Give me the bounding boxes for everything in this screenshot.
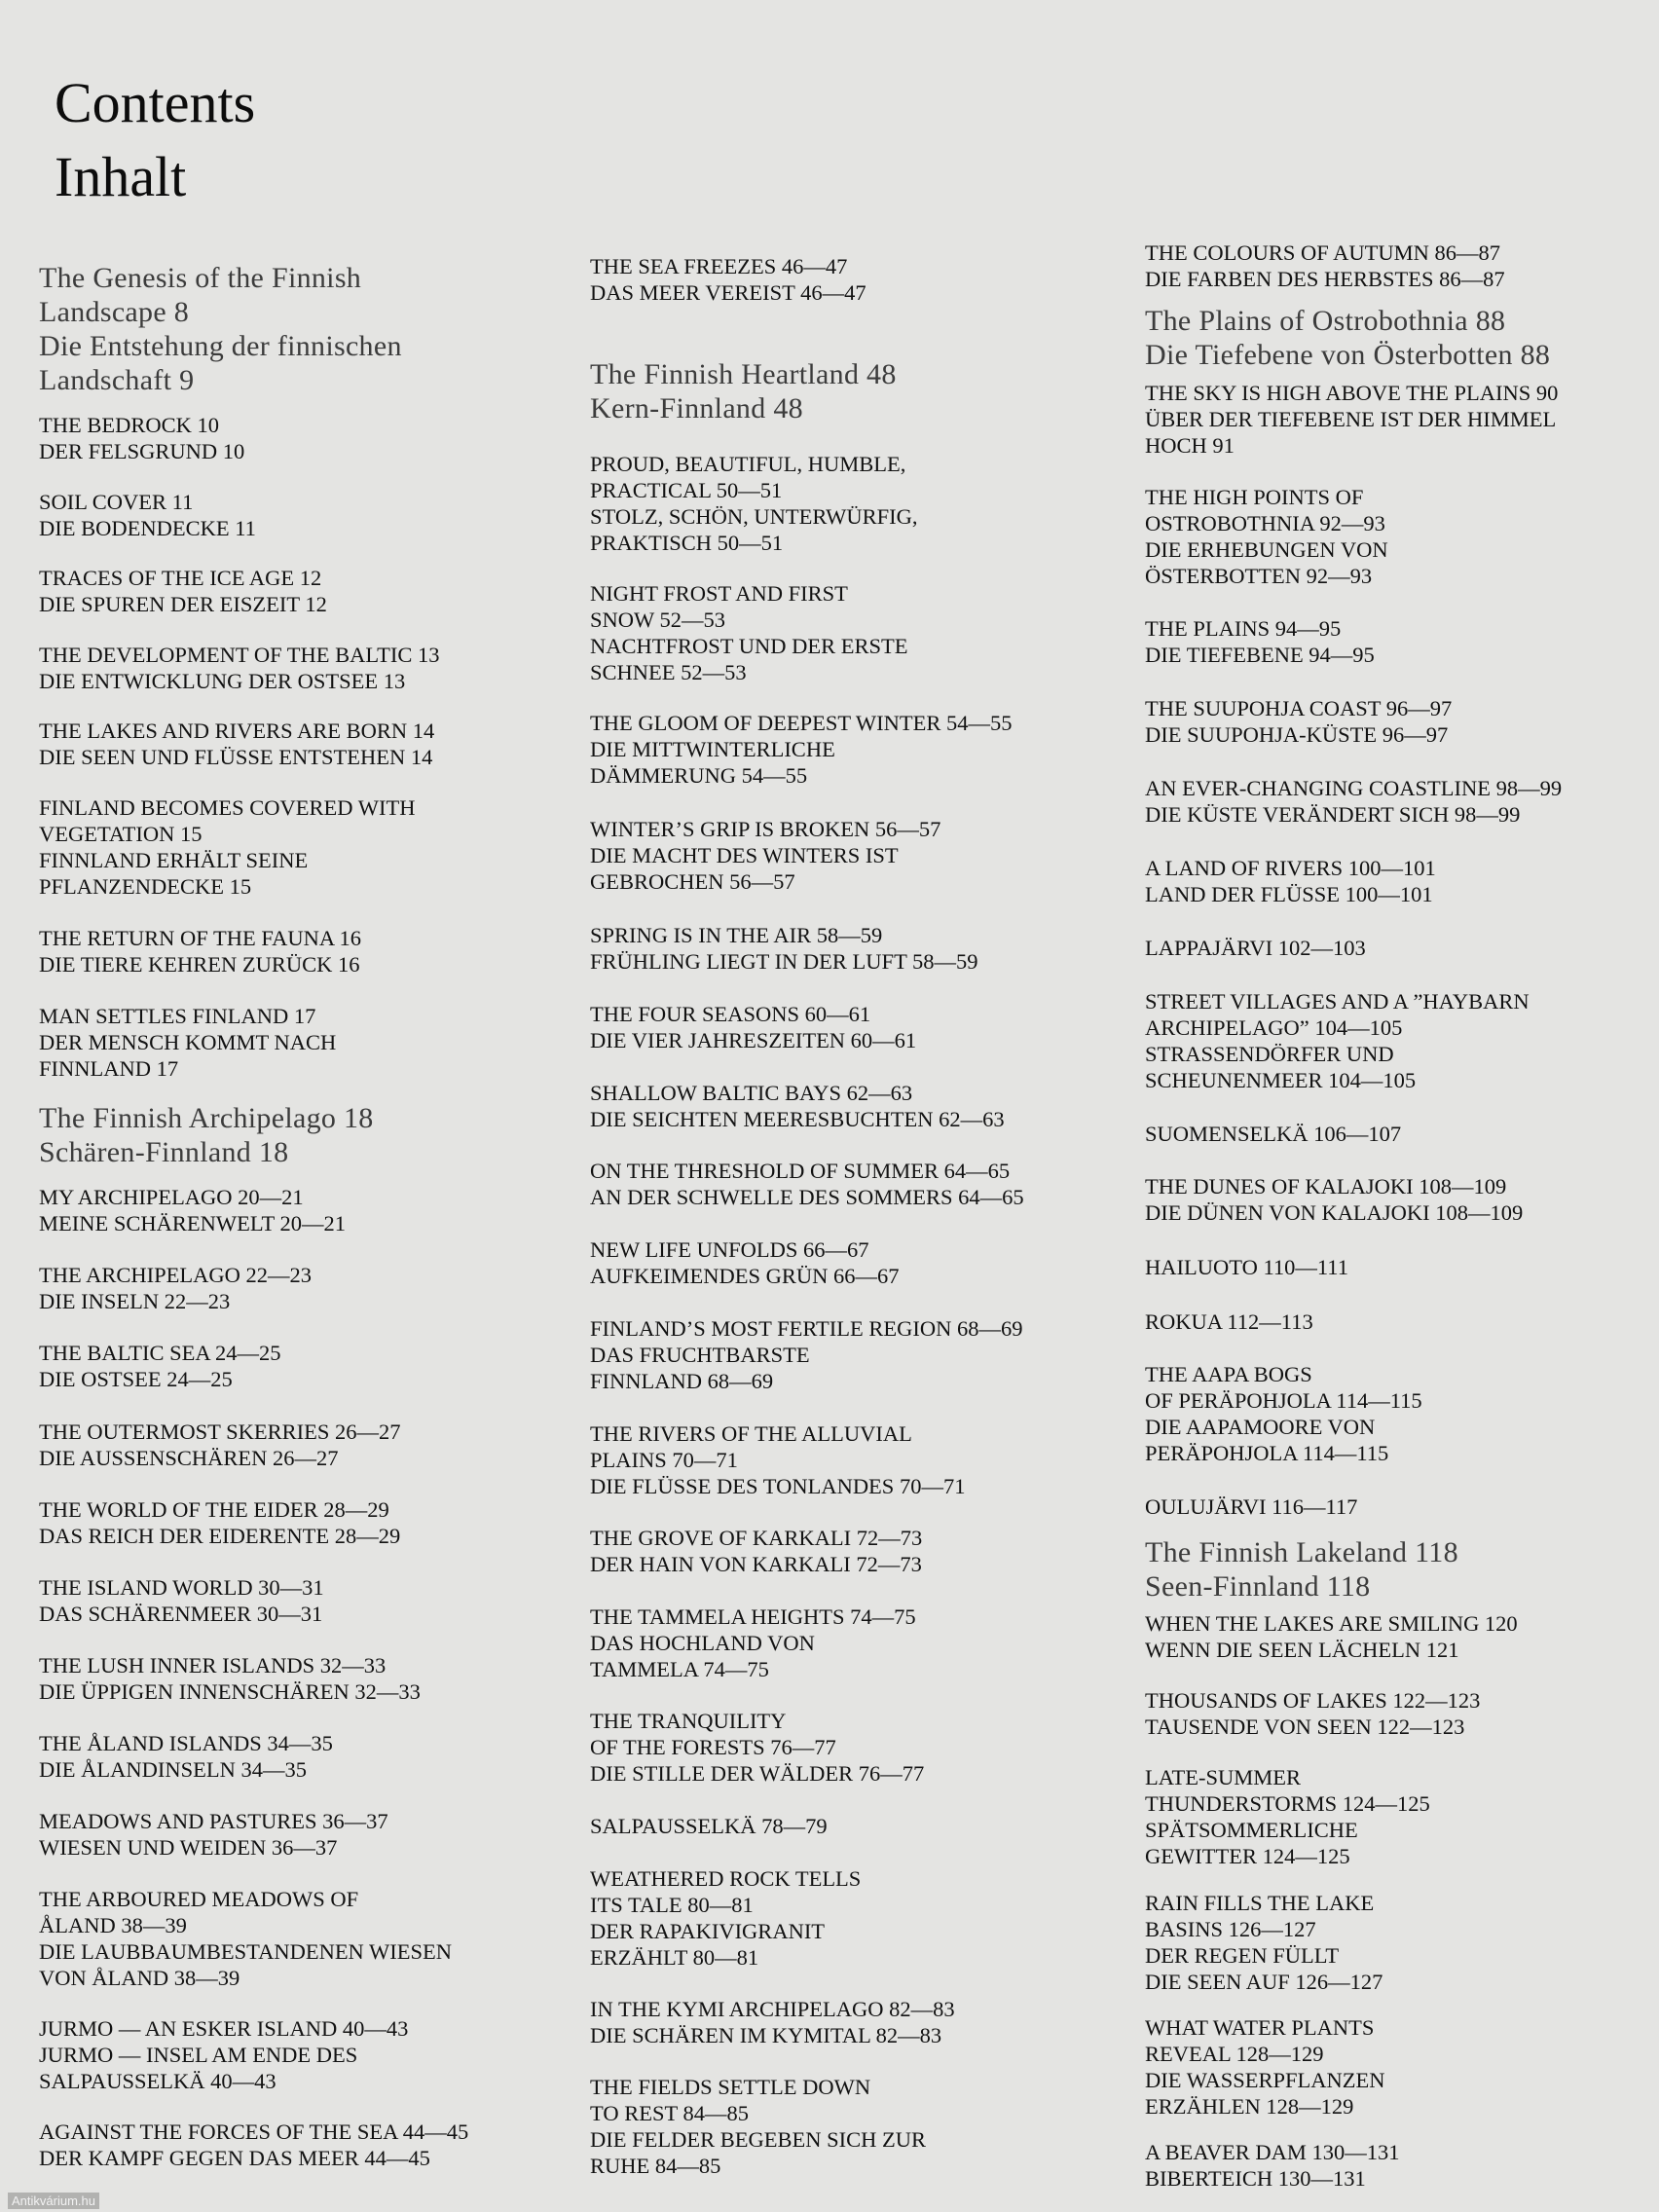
toc-entry-line: MAN SETTLES FINLAND 17 xyxy=(39,1004,316,1028)
toc-entry-line: DIE SEICHTEN MEERESBUCHTEN 62—63 xyxy=(590,1107,1005,1131)
toc-entry-line: AN DER SCHWELLE DES SOMMERS 64—65 xyxy=(590,1185,1024,1209)
toc-entry xyxy=(39,1730,333,1783)
toc-entry-line: FRÜHLING LIEGT IN DER LUFT 58—59 xyxy=(590,949,978,974)
toc-entry-line: THE LUSH INNER ISLANDS 32—33 xyxy=(39,1653,387,1677)
toc-entry-line: DIE OSTSEE 24—25 xyxy=(39,1367,233,1391)
toc-entry xyxy=(1145,695,1452,748)
toc-entry-line: REVEAL 128—129 xyxy=(1145,2042,1324,2066)
toc-entry-line: MY ARCHIPELAGO 20—21 xyxy=(39,1185,304,1209)
toc-entry xyxy=(1145,615,1375,668)
toc-entry-line: THE GROVE OF KARKALI 72—73 xyxy=(590,1526,923,1550)
section-heading-line: The Plains of Ostrobothnia 88 xyxy=(1145,305,1506,337)
section-heading xyxy=(1145,304,1550,372)
toc-entry-line: TO REST 84—85 xyxy=(590,2101,749,2125)
toc-entry-line: DIE SUUPOHJA-KÜSTE 96—97 xyxy=(1145,722,1449,747)
toc-entry-line: THE SKY IS HIGH ABOVE THE PLAINS 90 xyxy=(1145,381,1559,405)
toc-entry-line: TAMMELA 74—75 xyxy=(590,1657,769,1681)
toc-entry xyxy=(39,412,244,464)
toc-entry-line: WENN DIE SEEN LÄCHELN 121 xyxy=(1145,1638,1459,1662)
toc-entry xyxy=(39,1003,336,1082)
toc-entry-line: DAS SCHÄRENMEER 30—31 xyxy=(39,1602,323,1626)
toc-entry xyxy=(1145,1173,1523,1226)
watermark: Antikvárium.hu xyxy=(8,2193,99,2209)
toc-entry-line: THE ARCHIPELAGO 22—23 xyxy=(39,1263,312,1287)
toc-entry xyxy=(1145,380,1558,459)
toc-entry-line: ROKUA 112—113 xyxy=(1145,1309,1313,1334)
toc-entry-line: NEW LIFE UNFOLDS 66—67 xyxy=(590,1237,869,1262)
toc-entry-line: DAS REICH DER EIDERENTE 28—29 xyxy=(39,1524,401,1548)
toc-entry-line: WHAT WATER PLANTS xyxy=(1145,2015,1375,2040)
toc-entry-line: SCHEUNENMEER 104—105 xyxy=(1145,1068,1417,1092)
toc-entry-line: VEGETATION 15 xyxy=(39,822,203,846)
toc-entry-line: DIE AUSSENSCHÄREN 26—27 xyxy=(39,1446,339,1470)
toc-entry-line: THE FOUR SEASONS 60—61 xyxy=(590,1002,871,1026)
toc-entry xyxy=(590,451,917,556)
toc-entry-line: SOIL COVER 11 xyxy=(39,490,194,514)
toc-entry xyxy=(39,2119,468,2171)
toc-entry-line: DAS FRUCHTBARSTE xyxy=(590,1343,810,1367)
toc-entry-line: THE FIELDS SETTLE DOWN xyxy=(590,2075,871,2099)
toc-entry-line: THE LAKES AND RIVERS ARE BORN 14 xyxy=(39,719,435,743)
toc-entry-line: DIE SEEN UND FLÜSSE ENTSTEHEN 14 xyxy=(39,745,433,769)
toc-entry-line: MEINE SCHÄRENWELT 20—21 xyxy=(39,1211,346,1235)
section-heading-line: Schären-Finnland 18 xyxy=(39,1136,289,1168)
toc-entry xyxy=(590,816,940,895)
toc-entry xyxy=(1145,240,1505,292)
toc-entry-line: SCHNEE 52—53 xyxy=(590,660,747,684)
toc-entry-line: THE WORLD OF THE EIDER 28—29 xyxy=(39,1497,389,1522)
toc-entry xyxy=(39,1808,388,1861)
toc-entry-line: GEWITTER 124—125 xyxy=(1145,1844,1350,1868)
toc-entry xyxy=(1145,935,1366,961)
toc-entry xyxy=(590,1236,900,1289)
toc-entry xyxy=(1145,1764,1430,1869)
toc-entry-line: STREET VILLAGES AND A ”HAYBARN xyxy=(1145,989,1530,1014)
toc-entry-line: THE OUTERMOST SKERRIES 26—27 xyxy=(39,1419,401,1444)
toc-entry-line: MEADOWS AND PASTURES 36—37 xyxy=(39,1809,388,1833)
toc-entry-line: THOUSANDS OF LAKES 122—123 xyxy=(1145,1688,1481,1713)
toc-entry-line: DER MENSCH KOMMT NACH xyxy=(39,1030,337,1054)
toc-entry-line: DIE MACHT DES WINTERS IST xyxy=(590,843,899,867)
toc-entry-line: DIE FELDER BEGEBEN SICH ZUR xyxy=(590,2127,926,2152)
toc-entry-line: SNOW 52—53 xyxy=(590,608,725,632)
toc-entry xyxy=(1145,1890,1382,1995)
toc-entry-line: DIE MITTWINTERLICHE xyxy=(590,737,835,761)
toc-entry-line: BIBERTEICH 130—131 xyxy=(1145,2166,1366,2191)
toc-entry-line: DER REGEN FÜLLT xyxy=(1145,1943,1340,1968)
toc-entry xyxy=(590,1315,1023,1394)
toc-entry-line: DIE STILLE DER WÄLDER 76—77 xyxy=(590,1761,925,1786)
toc-entry-line: ERZÄHLT 80—81 xyxy=(590,1945,759,1970)
toc-entry xyxy=(590,1001,916,1053)
toc-entry-line: FINNLAND 17 xyxy=(39,1056,179,1081)
toc-entry-line: STOLZ, SCHÖN, UNTERWÜRFIG, xyxy=(590,504,918,529)
toc-entry-line: THE BALTIC SEA 24—25 xyxy=(39,1341,281,1365)
toc-entry-line: DIE FLÜSSE DES TONLANDES 70—71 xyxy=(590,1474,966,1498)
toc-entry xyxy=(1145,1361,1422,1466)
toc-entry xyxy=(590,1865,861,1971)
toc-entry-line: PFLANZENDECKE 15 xyxy=(39,874,252,899)
toc-entry-line: WIESEN UND WEIDEN 36—37 xyxy=(39,1835,338,1860)
toc-entry-line: DIE LAUBBAUMBESTANDENEN WIESEN xyxy=(39,1939,453,1964)
toc-entry-line: THE SUUPOHJA COAST 96—97 xyxy=(1145,696,1453,720)
toc-entry-line: TRACES OF THE ICE AGE 12 xyxy=(39,566,322,590)
toc-entry-line: NACHTFROST UND DER ERSTE xyxy=(590,634,908,658)
toc-entry xyxy=(39,1886,452,1991)
toc-entry xyxy=(39,565,327,617)
toc-entry-line: DIE ÜPPIGEN INNENSCHÄREN 32—33 xyxy=(39,1679,421,1704)
toc-entry xyxy=(39,1652,421,1705)
toc-entry-line: DIE TIEFEBENE 94—95 xyxy=(1145,643,1375,667)
toc-entry-line: THE RIVERS OF THE ALLUVIAL xyxy=(590,1421,912,1446)
toc-entry xyxy=(39,642,439,694)
section-heading-line: The Finnish Archipelago 18 xyxy=(39,1102,374,1134)
toc-entry-line: HOCH 91 xyxy=(1145,433,1235,458)
toc-entry-line: DER FELSGRUND 10 xyxy=(39,439,245,463)
toc-entry-line: HAILUOTO 110—111 xyxy=(1145,1255,1348,1279)
toc-entry xyxy=(590,1996,955,2048)
toc-entry xyxy=(590,1080,1005,1132)
toc-entry-line: SPÄTSOMMERLICHE xyxy=(1145,1818,1358,1842)
toc-entry-line: PLAINS 70—71 xyxy=(590,1448,738,1472)
toc-entry xyxy=(39,794,415,900)
toc-entry-line: GEBROCHEN 56—57 xyxy=(590,869,795,894)
title-german: Inhalt xyxy=(55,145,187,208)
toc-entry xyxy=(590,1813,828,1839)
toc-entry-line: PRAKTISCH 50—51 xyxy=(590,531,784,555)
toc-entry-line: DER RAPAKIVIGRANIT xyxy=(590,1919,826,1943)
toc-entry xyxy=(1145,1121,1401,1147)
toc-entry xyxy=(1145,2014,1384,2120)
toc-entry-line: THUNDERSTORMS 124—125 xyxy=(1145,1791,1430,1816)
toc-entry xyxy=(590,1708,924,1787)
toc-entry xyxy=(1145,484,1388,589)
toc-entry-line: RUHE 84—85 xyxy=(590,2154,721,2178)
toc-entry-line: ARCHIPELAGO” 104—105 xyxy=(1145,1015,1403,1040)
toc-entry-line: WINTER’S GRIP IS BROKEN 56—57 xyxy=(590,817,941,841)
toc-entry-line: DIE KÜSTE VERÄNDERT SICH 98—99 xyxy=(1145,802,1521,827)
toc-entry-line: THE GLOOM OF DEEPEST WINTER 54—55 xyxy=(590,711,1013,735)
toc-entry-line: STRASSENDÖRFER UND xyxy=(1145,1042,1394,1066)
toc-entry-line: SPRING IS IN THE AIR 58—59 xyxy=(590,923,883,947)
toc-entry xyxy=(1145,775,1562,828)
toc-entry xyxy=(39,1419,400,1471)
toc-entry-line: THE SEA FREEZES 46—47 xyxy=(590,254,848,278)
toc-entry-line: THE TAMMELA HEIGHTS 74—75 xyxy=(590,1604,916,1629)
toc-entry-line: WEATHERED ROCK TELLS xyxy=(590,1866,862,1891)
toc-entry-line: AN EVER-CHANGING COASTLINE 98—99 xyxy=(1145,776,1563,800)
section-heading xyxy=(39,261,402,397)
toc-entry xyxy=(590,2074,926,2179)
toc-entry-line: DIE AAPAMOORE VON xyxy=(1145,1415,1376,1439)
toc-entry-line: DIE VIER JAHRESZEITEN 60—61 xyxy=(590,1028,917,1052)
toc-entry-line: DIE INSELN 22—23 xyxy=(39,1289,231,1313)
toc-entry-line: ITS TALE 80—81 xyxy=(590,1893,754,1917)
toc-entry xyxy=(1145,1309,1313,1335)
toc-entry xyxy=(39,1340,281,1392)
toc-entry xyxy=(39,1184,346,1236)
section-heading-line: Landschaft 9 xyxy=(39,364,195,396)
toc-entry-line: THE TRANQUILITY xyxy=(590,1709,787,1733)
toc-entry-line: DIE SEEN AUF 126—127 xyxy=(1145,1970,1383,1994)
toc-entry-line: FINNLAND ERHÄLT SEINE xyxy=(39,848,309,872)
toc-entry-line: SHALLOW BALTIC BAYS 62—63 xyxy=(590,1081,913,1105)
toc-entry-line: AGAINST THE FORCES OF THE SEA 44—45 xyxy=(39,2120,469,2144)
toc-entry-line: AUFKEIMENDES GRÜN 66—67 xyxy=(590,1264,900,1288)
toc-entry-line: LATE-SUMMER xyxy=(1145,1765,1302,1789)
toc-entry-line: DIE TIERE KEHREN ZURÜCK 16 xyxy=(39,952,360,977)
toc-entry-line: PRACTICAL 50—51 xyxy=(590,478,783,502)
toc-entry-line: ON THE THRESHOLD OF SUMMER 64—65 xyxy=(590,1159,1011,1183)
toc-entry-line: DIE BODENDECKE 11 xyxy=(39,516,256,540)
toc-entry-line: THE DUNES OF KALAJOKI 108—109 xyxy=(1145,1174,1507,1198)
toc-entry xyxy=(39,1574,324,1627)
toc-entry-line: OF PERÄPOHJOLA 114—115 xyxy=(1145,1388,1422,1413)
toc-entry-line: ERZÄHLEN 128—129 xyxy=(1145,2094,1354,2119)
toc-entry-line: BASINS 126—127 xyxy=(1145,1917,1316,1941)
toc-entry-line: PERÄPOHJOLA 114—115 xyxy=(1145,1441,1389,1465)
toc-entry xyxy=(39,489,256,541)
toc-entry-line: THE COLOURS OF AUTUMN 86—87 xyxy=(1145,240,1501,265)
toc-entry-line: JURMO — INSEL AM ENDE DES xyxy=(39,2043,358,2067)
toc-entry-line: JURMO — AN ESKER ISLAND 40—43 xyxy=(39,2016,409,2041)
toc-entry xyxy=(590,1525,922,1577)
toc-entry-line: LAPPAJÄRVI 102—103 xyxy=(1145,936,1366,960)
section-heading-line: Seen-Finnland 118 xyxy=(1145,1570,1371,1603)
toc-entry xyxy=(590,1604,916,1682)
toc-entry xyxy=(590,1420,965,1499)
toc-entry-line: IN THE KYMI ARCHIPELAGO 82—83 xyxy=(590,1997,955,2021)
section-heading-line: Die Entstehung der finnischen xyxy=(39,330,402,362)
toc-entry xyxy=(1145,1687,1480,1740)
section-heading-line: Die Tiefebene von Österbotten 88 xyxy=(1145,339,1551,371)
toc-entry xyxy=(1145,988,1530,1093)
toc-entry-line: THE PLAINS 94—95 xyxy=(1145,616,1342,641)
toc-entry xyxy=(39,718,434,770)
toc-entry xyxy=(590,710,1013,789)
toc-entry-line: DIE SPUREN DER EISZEIT 12 xyxy=(39,592,327,616)
toc-entry xyxy=(590,1158,1024,1210)
toc-entry xyxy=(1145,1493,1357,1520)
toc-entry xyxy=(39,2015,408,2094)
toc-entry-line: THE HIGH POINTS OF xyxy=(1145,485,1364,509)
toc-entry xyxy=(39,1496,400,1549)
toc-entry-line: SALPAUSSELKÄ 78—79 xyxy=(590,1814,828,1838)
toc-entry-line: DIE ERHEBUNGEN VON xyxy=(1145,537,1388,562)
section-heading-line: Kern-Finnland 48 xyxy=(590,392,803,424)
toc-entry xyxy=(1145,1610,1518,1663)
toc-entry-line: THE RETURN OF THE FAUNA 16 xyxy=(39,926,362,950)
toc-entry xyxy=(590,580,908,685)
toc-entry-line: ÅLAND 38—39 xyxy=(39,1913,187,1937)
toc-entry-line: DIE ÅLANDINSELN 34—35 xyxy=(39,1757,307,1782)
toc-entry-line: PROUD, BEAUTIFUL, HUMBLE, xyxy=(590,452,906,476)
toc-entry-line: LAND DER FLÜSSE 100—101 xyxy=(1145,882,1433,906)
toc-entry-line: THE AAPA BOGS xyxy=(1145,1362,1312,1386)
toc-entry-line: RAIN FILLS THE LAKE xyxy=(1145,1891,1375,1915)
toc-entry-line: ÖSTERBOTTEN 92—93 xyxy=(1145,564,1373,588)
toc-entry-line: DÄMMERUNG 54—55 xyxy=(590,763,808,788)
toc-entry-line: VON ÅLAND 38—39 xyxy=(39,1966,240,1990)
toc-entry-line: DIE SCHÄREN IM KYMITAL 82—83 xyxy=(590,2023,942,2047)
toc-entry-line: DAS HOCHLAND VON xyxy=(590,1631,815,1655)
toc-entry-line: DIE DÜNEN VON KALAJOKI 108—109 xyxy=(1145,1200,1524,1225)
toc-entry-line: FINLAND BECOMES COVERED WITH xyxy=(39,795,416,820)
section-heading xyxy=(39,1101,374,1169)
toc-entry-line: THE ÅLAND ISLANDS 34—35 xyxy=(39,1731,333,1755)
toc-entry-line: DER HAIN VON KARKALI 72—73 xyxy=(590,1552,922,1576)
section-heading xyxy=(590,357,897,425)
toc-entry-line: A LAND OF RIVERS 100—101 xyxy=(1145,856,1436,880)
toc-entry xyxy=(1145,855,1436,907)
toc-entry-line: OSTROBOTHNIA 92—93 xyxy=(1145,511,1385,535)
toc-entry-line: DER KAMPF GEGEN DAS MEER 44—45 xyxy=(39,2146,430,2170)
toc-entry-line: FINNLAND 68—69 xyxy=(590,1369,774,1393)
toc-entry xyxy=(1145,2139,1400,2192)
toc-entry-line: THE ARBOURED MEADOWS OF xyxy=(39,1887,359,1911)
toc-entry xyxy=(39,925,361,977)
section-heading xyxy=(1145,1535,1458,1604)
toc-entry-line: FINLAND’S MOST FERTILE REGION 68—69 xyxy=(590,1316,1023,1341)
toc-entry-line: DIE FARBEN DES HERBSTES 86—87 xyxy=(1145,267,1505,291)
section-heading-line: The Finnish Lakeland 118 xyxy=(1145,1536,1458,1568)
toc-entry-line: THE ISLAND WORLD 30—31 xyxy=(39,1575,324,1600)
toc-entry xyxy=(590,922,978,975)
toc-entry xyxy=(590,253,866,306)
toc-entry-line: DIE WASSERPFLANZEN xyxy=(1145,2068,1385,2092)
toc-entry-line: DAS MEER VEREIST 46—47 xyxy=(590,280,866,305)
toc-entry-line: OF THE FORESTS 76—77 xyxy=(590,1735,836,1759)
page-title xyxy=(55,66,255,214)
toc-entry-line: SALPAUSSELKÄ 40—43 xyxy=(39,2069,276,2093)
toc-entry-line: OULUJÄRVI 116—117 xyxy=(1145,1494,1358,1519)
toc-entry-line: SUOMENSELKÄ 106—107 xyxy=(1145,1122,1402,1146)
section-heading-line: The Genesis of the Finnish xyxy=(39,262,362,294)
title-english: Contents xyxy=(55,71,256,134)
toc-entry xyxy=(39,1262,312,1314)
toc-entry-line: TAUSENDE VON SEEN 122—123 xyxy=(1145,1714,1465,1739)
toc-entry-line: WHEN THE LAKES ARE SMILING 120 xyxy=(1145,1611,1518,1636)
section-heading-line: Landscape 8 xyxy=(39,296,190,328)
toc-entry-line: THE DEVELOPMENT OF THE BALTIC 13 xyxy=(39,643,440,667)
toc-entry-line: DIE ENTWICKLUNG DER OSTSEE 13 xyxy=(39,669,406,693)
toc-entry-line: ÜBER DER TIEFEBENE IST DER HIMMEL xyxy=(1145,407,1557,431)
section-heading-line: The Finnish Heartland 48 xyxy=(590,358,897,390)
toc-entry-line: THE BEDROCK 10 xyxy=(39,413,219,437)
toc-entry-line: A BEAVER DAM 130—131 xyxy=(1145,2140,1400,2164)
toc-entry-line: NIGHT FROST AND FIRST xyxy=(590,581,848,606)
toc-entry xyxy=(1145,1254,1348,1280)
